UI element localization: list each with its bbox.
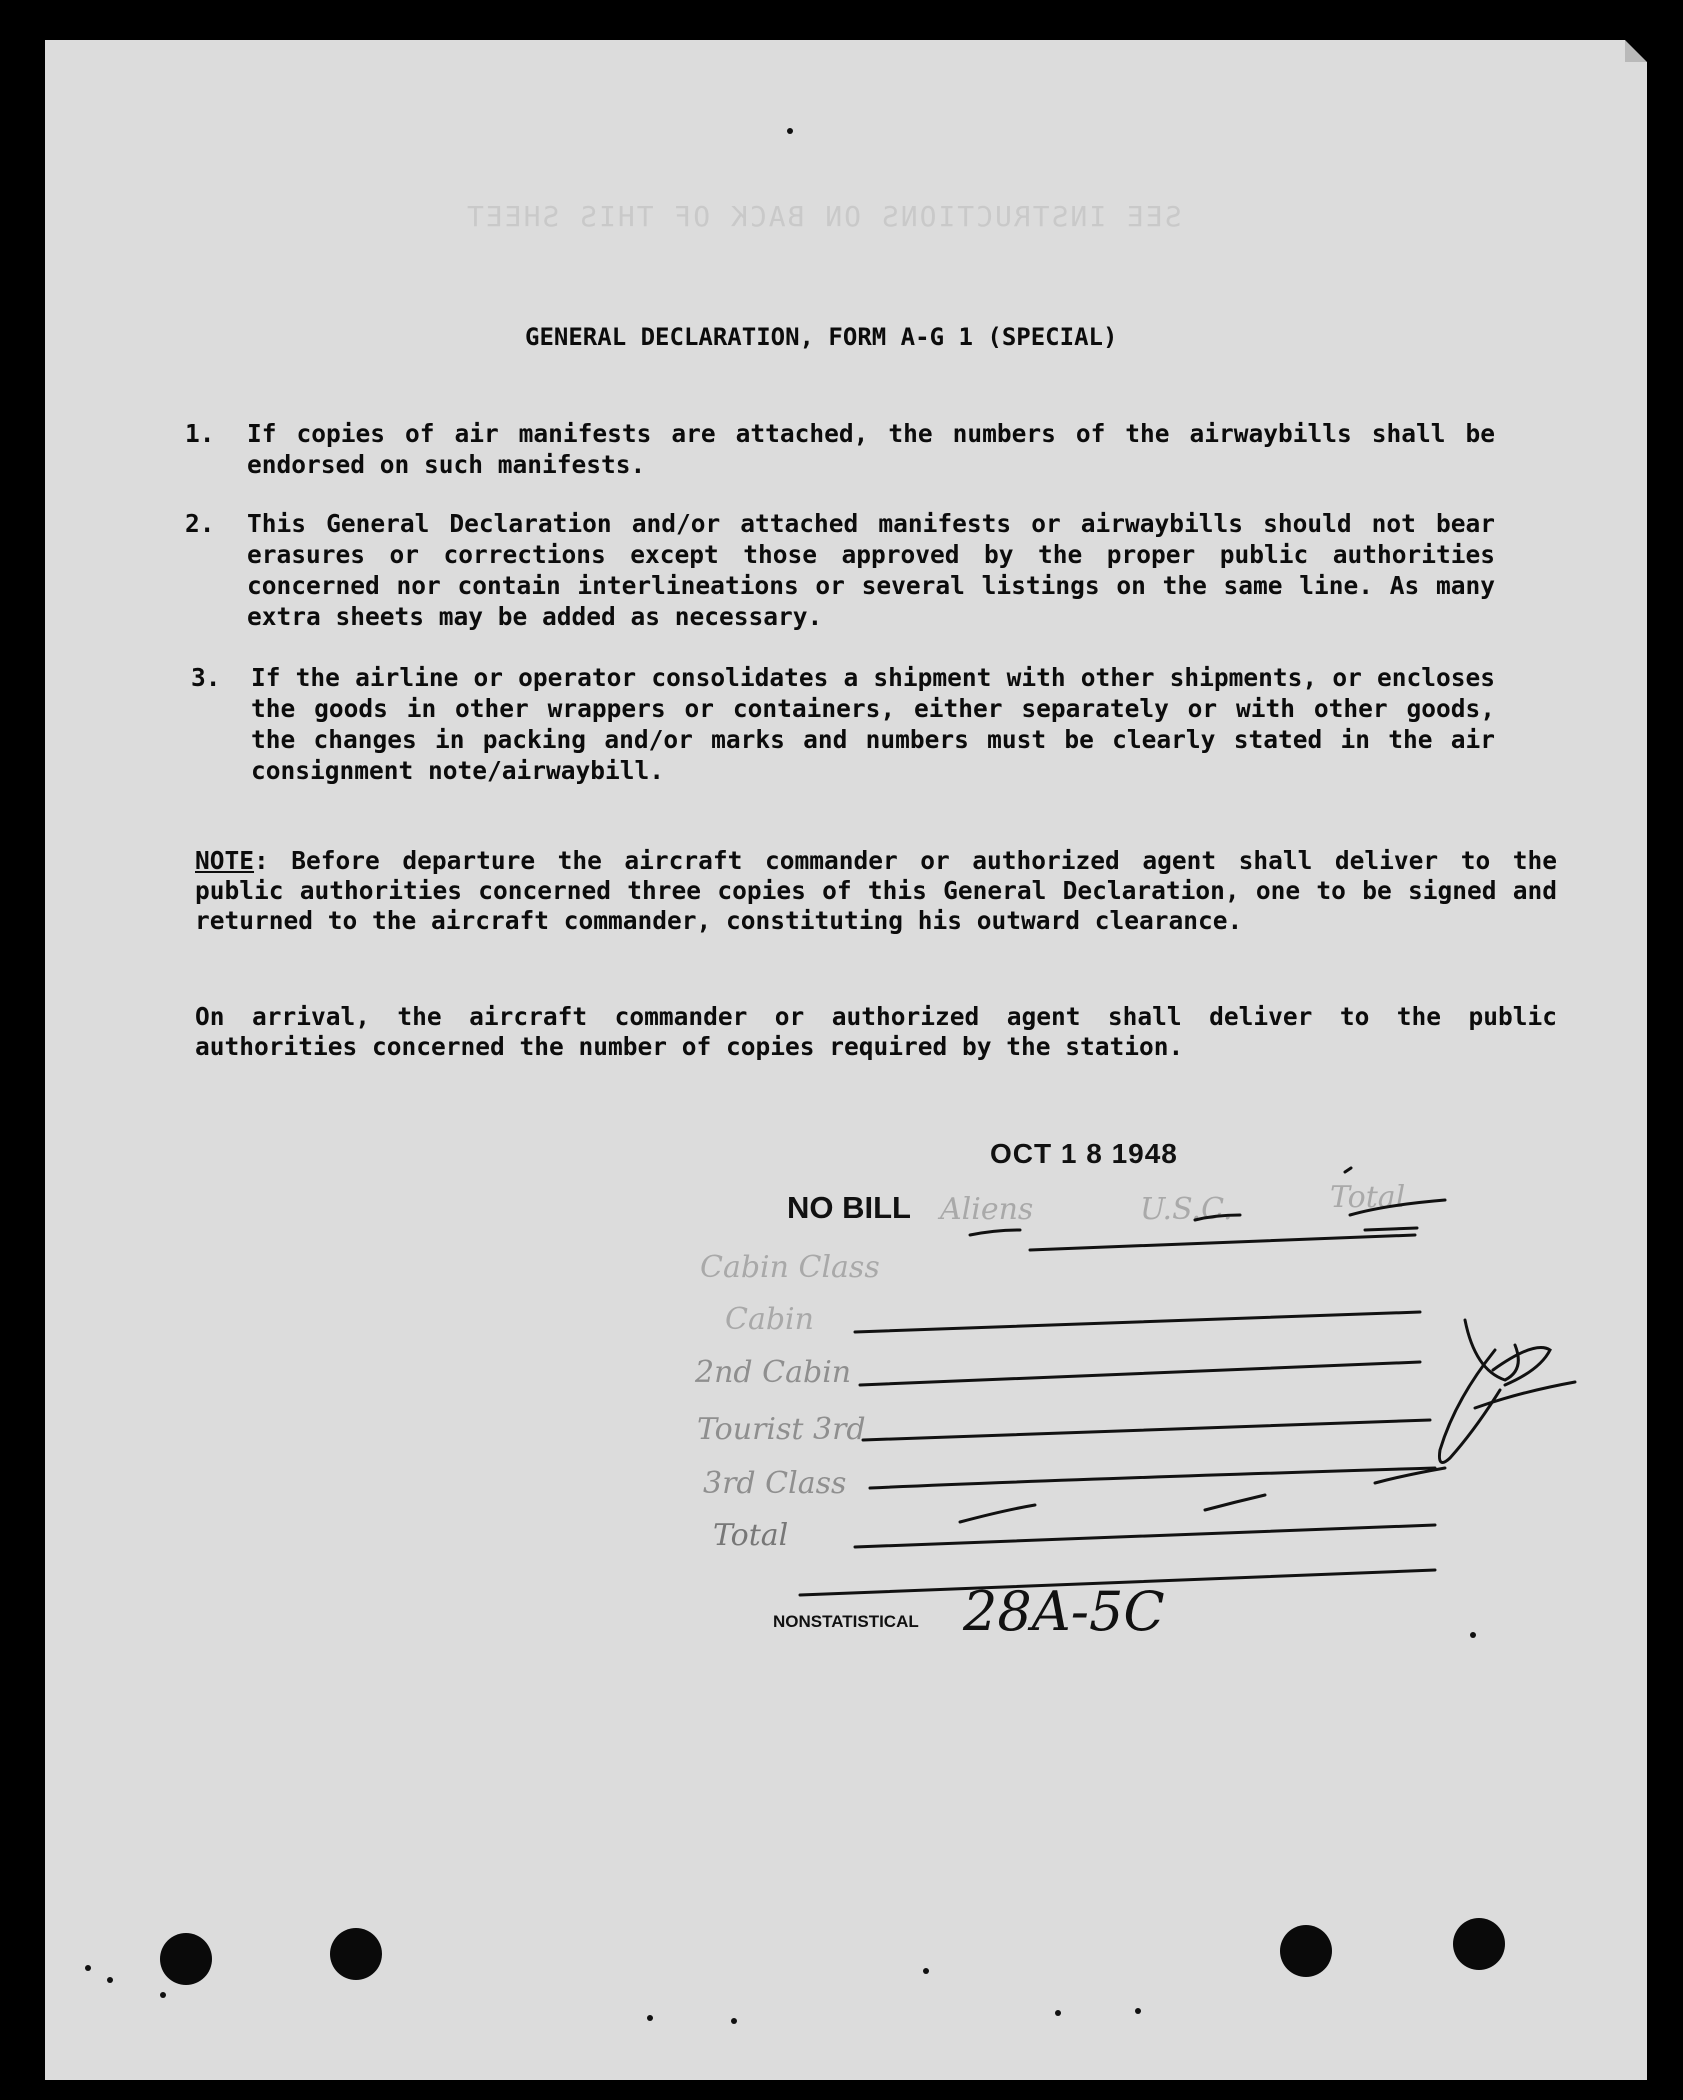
- document-page: [45, 40, 1647, 2080]
- nonstatistical-stamp: NONSTATISTICAL: [773, 1612, 919, 1631]
- speck: [923, 1968, 929, 1974]
- no-bill-stamp: NO BILL: [787, 1190, 911, 1225]
- item-text: If copies of air manifests are attached, the numbers of the airwaybills shall be endorsed on such manifests.: [247, 419, 1495, 479]
- item-text: This General Declaration and/or attached manifests or airwaybills should not bear erasures or corrections except those approved by the proper public authorities concerned nor contain interlineations or several listings on the same line. As many extra sheets may be added as necessary.: [247, 509, 1495, 631]
- bleed-through-column-usc: U.S.C.: [1140, 1192, 1233, 1227]
- bleed-through-row-total: Total: [713, 1518, 789, 1553]
- arrival-text: On arrival, the aircraft commander or authorized agent shall deliver to the public authorities concerned the number of copies required by the station.: [195, 1002, 1557, 1061]
- note-text: : Before departure the aircraft commander or authorized agent shall deliver to the public authorities concerned three copies of this General Declaration, one to be signed and returned to the aircraft commander, constituting his outward clearance.: [195, 846, 1557, 935]
- item-number: 2.: [185, 509, 215, 538]
- punch-hole: [160, 1933, 212, 1985]
- bleed-through-header: SEE INSTRUCTIONS ON BACK OF THIS SHEET: [465, 200, 1182, 233]
- speck: [107, 1977, 113, 1983]
- form-title: GENERAL DECLARATION, FORM A-G 1 (SPECIAL): [525, 323, 1118, 351]
- punch-hole: [1280, 1925, 1332, 1977]
- item-number: 1.: [185, 419, 215, 448]
- handwritten-code: 28A-5C: [963, 1580, 1165, 1643]
- speck: [1135, 2008, 1141, 2014]
- speck: [1470, 1632, 1476, 1638]
- bleed-through-row-cabin-class: Cabin Class: [700, 1250, 880, 1285]
- bleed-through-row-tourist-3rd: Tourist 3rd: [697, 1412, 866, 1447]
- item-text: If the airline or operator consolidates a shipment with other shipments, or encloses the goods in other wrappers or containers, either separately or with other goods, the changes in packing and/or marks and numbers must be clearly stated in the air consignment note/airwaybill.: [251, 663, 1495, 785]
- speck: [85, 1965, 91, 1971]
- speck: [160, 1992, 166, 1998]
- speck: [647, 2015, 653, 2021]
- punch-hole: [330, 1928, 382, 1980]
- note-label: NOTE: [195, 846, 255, 875]
- handwritten-lines: [45, 40, 1647, 2080]
- speck: [787, 128, 793, 134]
- punch-hole: [1453, 1918, 1505, 1970]
- speck: [731, 2018, 737, 2024]
- bleed-through-row-cabin: Cabin: [725, 1302, 814, 1337]
- bleed-through-column-aliens: Aliens: [940, 1192, 1034, 1227]
- speck: [1055, 2010, 1061, 2016]
- bleed-through-column-total: Total: [1330, 1180, 1406, 1215]
- bleed-through-row-3rd-class: 3rd Class: [703, 1466, 847, 1501]
- bleed-through-row-2nd-cabin: 2nd Cabin: [695, 1355, 852, 1390]
- date-stamp: OCT 1 8 1948: [990, 1138, 1178, 1169]
- item-number: 3.: [191, 663, 221, 692]
